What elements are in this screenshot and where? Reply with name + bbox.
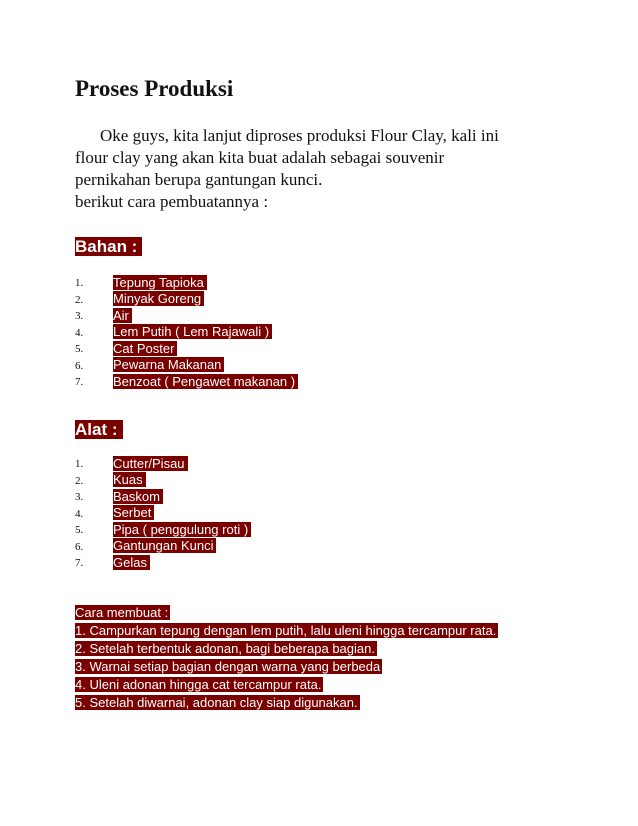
list-item	[75, 324, 298, 341]
list-item	[75, 472, 251, 489]
list-item	[75, 340, 298, 357]
intro-line: berikut cara pembuatannya :	[75, 192, 269, 211]
list-item-label: Tepung Tapioka	[113, 275, 207, 290]
list-number: 3.	[75, 310, 84, 323]
list-item-label: Benzoat ( Pengawet makanan )	[113, 374, 298, 389]
list-number: 3.	[75, 491, 84, 504]
list-number: 4.	[75, 326, 84, 339]
list-item	[75, 274, 298, 291]
page-title: Proses Produksi	[75, 76, 234, 101]
list-item-label: Lem Putih ( Lem Rajawali )	[113, 324, 272, 339]
step-item: 3. Warnai setiap bagian dengan warna yang berbeda	[75, 659, 381, 674]
list-number: 6.	[75, 359, 84, 372]
list-item	[75, 357, 298, 374]
list-number: 7.	[75, 557, 84, 570]
intro-line: Oke guys, kita lanjut diproses produksi Flour Clay, kali ini	[100, 126, 499, 145]
list-item	[75, 488, 251, 505]
list-number: 2.	[75, 293, 84, 306]
list-number: 5.	[75, 524, 84, 537]
list-item-label: Kuas	[113, 472, 146, 487]
cara-membuat-section	[75, 604, 498, 712]
list-item-label: Cutter/Pisau	[113, 456, 188, 471]
step-item: 5. Setelah diwarnai, adonan clay siap digunakan.	[75, 695, 358, 710]
list-item	[75, 505, 251, 522]
bahan-heading-text: Bahan :	[75, 237, 142, 256]
list-item-label: Air	[113, 308, 132, 323]
list-item	[75, 291, 298, 308]
list-item-label: Pewarna Makanan	[113, 357, 224, 372]
list-item	[75, 307, 298, 324]
list-number: 6.	[75, 540, 84, 553]
intro-line: pernikahan berupa gantungan kunci.	[75, 170, 323, 189]
bahan-list	[75, 274, 298, 390]
list-number: 2.	[75, 474, 84, 487]
list-item-label: Gantungan Kunci	[113, 538, 216, 553]
bahan-heading	[75, 236, 142, 258]
list-item	[75, 455, 251, 472]
list-number: 1.	[75, 277, 84, 290]
list-item-label: Pipa ( penggulung roti )	[113, 522, 251, 537]
step-item: 1. Campurkan tepung dengan lem putih, lalu uleni hingga tercampur rata.	[75, 623, 497, 638]
list-item-label: Gelas	[113, 555, 150, 570]
list-number: 7.	[75, 376, 84, 389]
alat-heading	[75, 419, 123, 441]
list-item	[75, 538, 251, 555]
list-item-label: Baskom	[113, 489, 163, 504]
list-item-label: Serbet	[113, 505, 154, 520]
intro-line: flour clay yang akan kita buat adalah sebagai souvenir	[75, 148, 445, 167]
list-item-label: Minyak Goreng	[113, 291, 204, 306]
list-number: 5.	[75, 343, 84, 356]
list-item	[75, 554, 251, 571]
list-number: 1.	[75, 458, 84, 471]
step-item: 4. Uleni adonan hingga cat tercampur rata.	[75, 677, 322, 692]
alat-list	[75, 455, 251, 571]
list-item-label: Cat Poster	[113, 341, 177, 356]
list-item	[75, 373, 298, 390]
cara-heading: Cara membuat :	[75, 605, 169, 620]
list-item	[75, 521, 251, 538]
alat-heading-text: Alat :	[75, 420, 123, 439]
list-number: 4.	[75, 507, 84, 520]
step-item: 2. Setelah terbentuk adonan, bagi beberapa bagian.	[75, 641, 375, 656]
intro-paragraph	[75, 125, 555, 213]
